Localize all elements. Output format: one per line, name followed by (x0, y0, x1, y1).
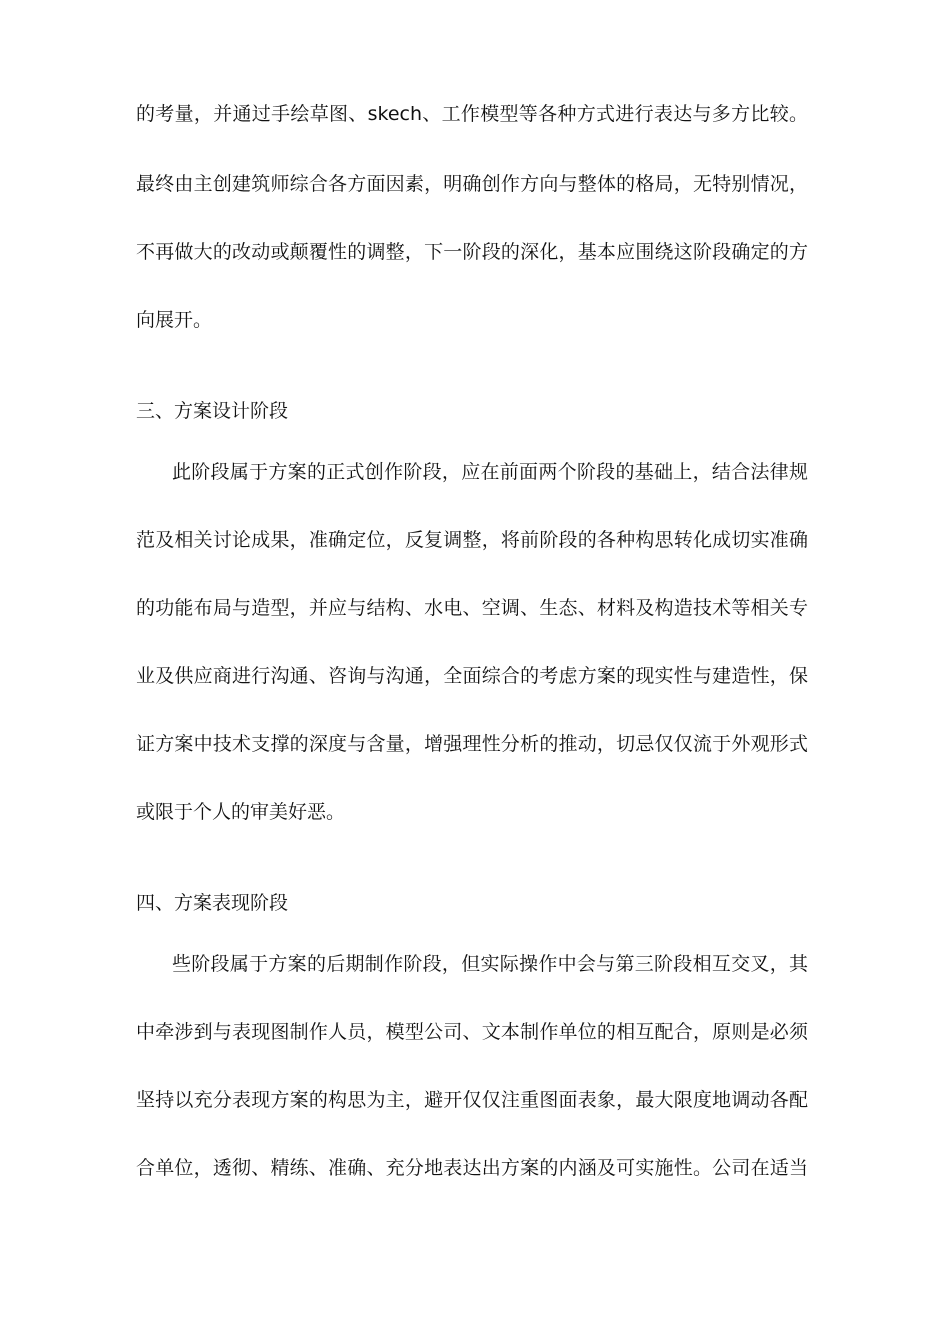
paragraph-line: 的功能布局与造型，并应与结构、水电、空调、生态、材料及构造技术等相关专 (136, 597, 808, 619)
paragraph-line: 向展开。 (136, 309, 213, 331)
paragraph-line: 合单位，透彻、精练、准确、充分地表达出方案的内涵及可实施性。公司在适当 (136, 1157, 808, 1179)
paragraph-line: 证方案中技术支撑的深度与含量，增强理性分析的推动，切忌仅仅流于外观形式 (136, 733, 808, 755)
section-heading: 三、方案设计阶段 (136, 400, 289, 422)
paragraph-line: 不再做大的改动或颠覆性的调整，下一阶段的深化，基本应围绕这阶段确定的方 (136, 241, 808, 263)
paragraph-line: 此阶段属于方案的正式创作阶段，应在前面两个阶段的基础上，结合法律规 (172, 461, 808, 483)
paragraph-line: 业及供应商进行沟通、咨询与沟通，全面综合的考虑方案的现实性与建造性，保 (136, 665, 808, 687)
paragraph-line: 的考量，并通过手绘草图、skech、工作模型等各种方式进行表达与多方比较。 (136, 103, 808, 125)
paragraph-line: 范及相关讨论成果，准确定位，反复调整，将前阶段的各种构思转化成切实准确 (136, 529, 808, 551)
paragraph-line: 最终由主创建筑师综合各方面因素，明确创作方向与整体的格局，无特别情况， (136, 173, 808, 195)
paragraph-line: 些阶段属于方案的后期制作阶段，但实际操作中会与第三阶段相互交叉，其 (172, 953, 808, 975)
paragraph-line: 坚持以充分表现方案的构思为主，避开仅仅注重图面表象，最大限度地调动各配 (136, 1089, 808, 1111)
section-heading: 四、方案表现阶段 (136, 892, 289, 914)
paragraph-line: 或限于个人的审美好恶。 (136, 801, 346, 823)
paragraph-line: 中牵涉到与表现图制作人员，模型公司、文本制作单位的相互配合，原则是必须 (136, 1021, 808, 1043)
